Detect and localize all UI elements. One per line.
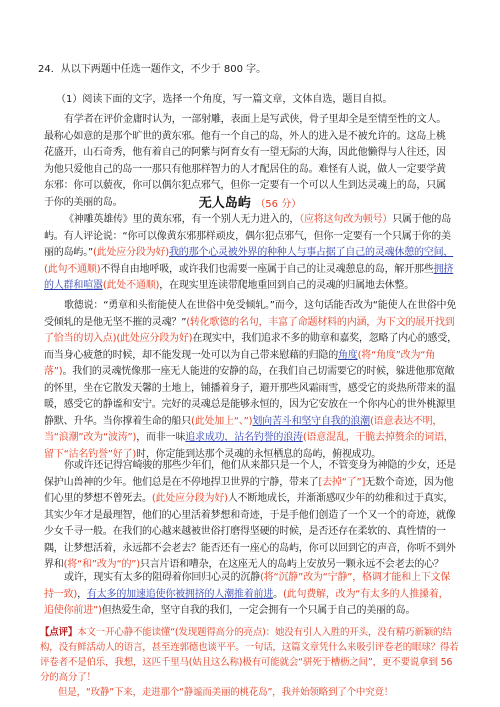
essay-text: 你或许还记得宫崎骏的那些少年们，他们从来都只是一个人，不管变身为神隐的少女，还是保护山兽神的少年。他们总是在不停地捍卫世界的宁静，带来了 xyxy=(44,460,456,488)
essay-paragraph-4 xyxy=(44,570,458,620)
underlined-phrase: 划向苦斗和坚守自我的浪潮 xyxy=(252,415,370,427)
essay-text: 不得自由地呼吸，或许我们也需要一座属于自己的让灵魂憩息的岛，解开那些 xyxy=(100,263,434,275)
essay-text: 在现实中，我们追求不多的勋章和嘉奖，忽略了内心的感受，而当身心疲惫的时候，却不能发现一处可以为自己带来慰藉的归隐的 xyxy=(44,333,457,361)
teacher-comment: (将“角度”改为“角落”) xyxy=(44,349,436,377)
teacher-comment: (此句费解，改为“有太多的人推搡着，追使你前进”) xyxy=(44,588,449,616)
essay-text: 只属于他的岛屿。有人评论说：“你可以像黄东邪那样顽皮，偶尔犯点邪气，但你一定要有一个只属于你的美丽的岛屿。” xyxy=(44,214,452,258)
essay-paragraph-1 xyxy=(44,212,458,295)
essay-score: （56 分） xyxy=(255,199,302,210)
essay-text: 歌德说：“勇章和头衔能使人在世俗中免受倾轧。”而今，这句话能否改为“能使人在世俗中免受倾轧的是他无坚不摧的灵魂？” xyxy=(44,300,457,328)
underlined-phrase: 拥挤的人群和喧嚣 xyxy=(44,263,454,291)
teacher-comment: (此处加上“、”) xyxy=(191,415,253,427)
essay-text: 。我们的灵魂恍像那一座无人能进的安静的岛，在我们自己切需要它的时候，躲进他那宽敞的怀里，坐在它散发天馨的土地上，铺播着身子，避开那些风霜雨雪，感受它的炎热所带来的温暖，感受它的静谧和安宁。完好的灵魂总是能够永恒的，因为它安放在一个你内心的世外桃源里静默、升华。当你撑着生命的船只 xyxy=(44,366,456,427)
teacher-comment: (将“和”改为“的”) xyxy=(63,559,140,570)
review-box xyxy=(40,625,464,700)
prompt-text: 有学者在评价金庸时认为，一部射雕，表面上是写武侠，骨子里却全是至情至性的文人。最称心如意的是那个旷世的黄东邪。他有一个自己的岛，外人的进入是不被允许的。这岛上桃花盛开，山石奇秀，他有着自己的阿紫与阿育女有一望无际的大海，因此他懒得与人往还，因为他只爱他自己的岛一一那只有他那样智力的人才配居住的岛。难怪有人说，做人一定要学黄东邪：你可以藐夜，你可以偶尔犯点邪气，但你一定要有一个可以人生到达灵魂上的岛，只属于你的美丽的岛。 xyxy=(44,114,447,208)
essay-text: 人不断地成长，并渐渐感叹少年的幼稚和过于真实，其实少年才是最理智，他们的心里活着梦想和奇迹，于是手他们创造了一个又一个的奇迹，就像少女千寻一般。在我们的心越来越被世俗打磨得坚硬的时候，是否还存在柔软的、真性情的一隅，让梦想活着，永远都不会老去？能否还有一座心的岛屿，你可以回到它的声音，你听不到外界和 xyxy=(44,493,456,570)
underlined-phrase: 我的那个心灵被外界的种种人与事占据了自己的灵魂休憩的空间， xyxy=(169,247,454,258)
essay-text: 只言片语和嘈杂，在这座无人的岛屿上安放另一颗永远不会老去的心？ xyxy=(139,559,444,570)
teacher-comment: (语意表达不明，当“浪潮”改为“波涛”) xyxy=(44,415,443,443)
sub-instruction: （1）阅读下面的文字，选择一个角度，写一篇文章，文体自选，题目自拟。 xyxy=(56,94,393,105)
teacher-comment: [去掉“了”] xyxy=(318,476,366,488)
teacher-comment: (此句不通顺) xyxy=(44,263,101,275)
teacher-comment: (此处应分段为好) xyxy=(151,493,228,504)
question-number-line: 24．从以下两题中任选一题作文，不少于 800 字。 xyxy=(38,64,267,75)
essay-text: 时，你定能到达那个灵魂的永恒栖息的岛屿，俯视成功。 xyxy=(136,448,382,460)
teacher-comment: (此处应分段为好) xyxy=(116,333,193,344)
underlined-phrase: 角度 xyxy=(338,349,358,361)
essay-text: ， xyxy=(77,588,87,600)
essay-text: 但热爱生命，坚守自我的我们，一定会拥有一个只属于自己的美丽的岛。 xyxy=(101,605,416,616)
essay-text: ，在现实里连读带爬地重回到自己的灵魂的归属地去休整。 xyxy=(159,280,415,291)
essay-paragraph-3 xyxy=(44,458,458,574)
teacher-comment: (将“沉静”改为“宁静”，格调才能和上下文保持一致) xyxy=(44,572,451,600)
teacher-comment: (转化歌德的名句，丰富了命题材料的内涵，为下文的展开找到了恰当的切入点) xyxy=(44,316,455,344)
essay-paragraph-2 xyxy=(44,298,458,463)
essay-text: 无数个奇迹，因为他们心里的梦想不曾死去。 xyxy=(44,476,454,504)
essay-text: 或许，现实有太多的阻碍着你回归心灵的沉静 xyxy=(64,572,260,583)
essay-title-text: 无人岛屿 xyxy=(198,196,251,211)
review-line-1: 本文一开心静不能读懂“(发现题得高分的亮点)：她没有引人入胜的开头，没有精巧新颖的结构，没有鲜活动人的语言，甚至连郭德也谈平平。一句话，这篇文章凭什么来吸引评卷老的眼球？得若评卷者不是伯乐，我想，这匹千里马(姑且这么称)极有可能就会“骈死于槽枥之间”，更不要说拿到 56 分的高分了！ xyxy=(40,627,459,683)
essay-text: ，而非一味 xyxy=(136,432,186,443)
underlined-phrase: 有太多的加速追使你被拥挤的人潮推着前进 xyxy=(86,588,274,600)
teacher-comment: (此处应分段为好) xyxy=(92,247,169,258)
essay-title xyxy=(0,192,500,211)
teacher-comment: (此处不通顺) xyxy=(102,280,160,291)
essay-text: 。 xyxy=(273,588,283,600)
review-line-2: 但是，“玫静”下来，走进那个“静谧而美丽的桃花岛”，我并始领略到了个中究竟！ xyxy=(58,687,394,698)
teacher-comment: (语意混乱，干脆去掉赘余的词语，留下“沽名钓誉”好了) xyxy=(44,432,454,460)
underlined-phrase: 追求成功，沾名钓誉的浪涛 xyxy=(185,432,303,443)
review-label: 【点评】 xyxy=(40,627,78,638)
teacher-comment: （应将这句改为顿号） xyxy=(299,214,393,225)
essay-text: 《神雕英雄传》里的黄东邪，有一个别人无力进入的， xyxy=(64,214,300,225)
